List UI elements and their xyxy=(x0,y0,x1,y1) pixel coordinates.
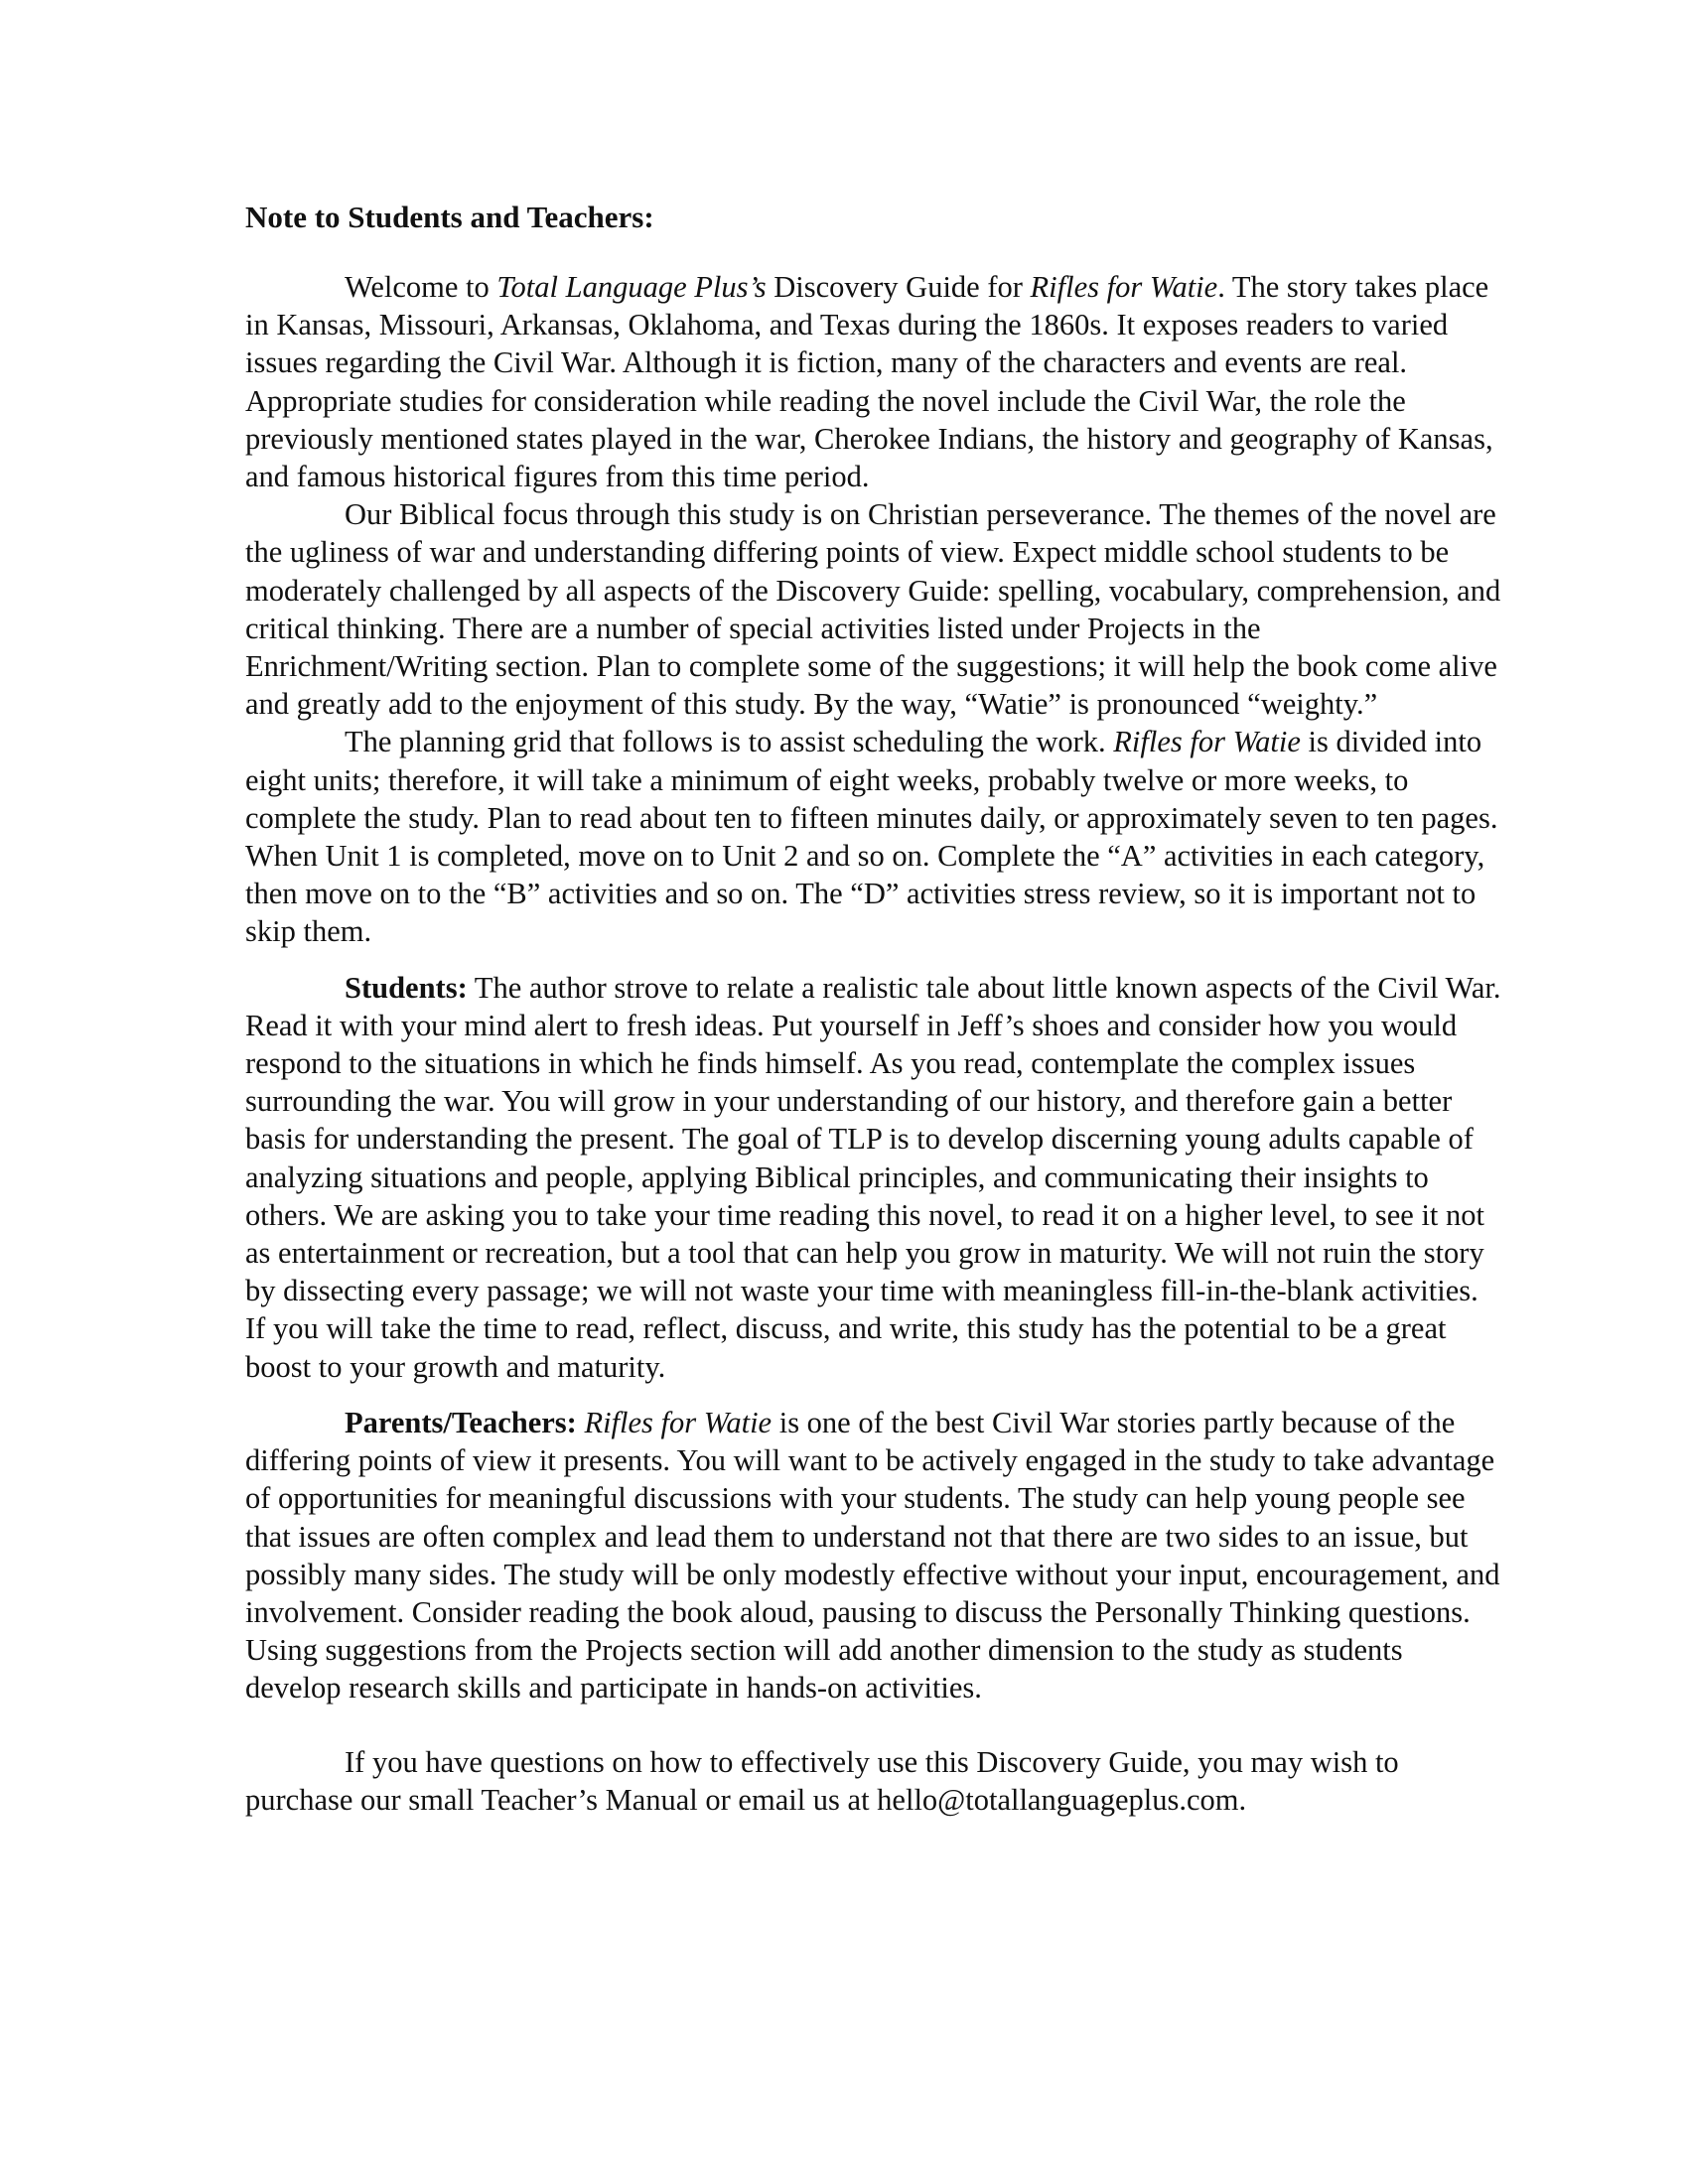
parents-teachers-text: is one of the best Civil War stories partly because of the differing points of view it presents. You will want to be actively engaged in the study to take advantage of opportunities for meaningful discussions with your students. The study can help young people see that issues are often complex and lead them to understand not that there are two sides to an issue, but possibly many sides. The study will be only modestly effective without your input, encouragement, and involvement. Consider reading the book aloud, pausing to discuss the Personally Thinking questions. Using suggestions from the Projects section will add another dimension to the study as students develop research skills and participate in hands-on activities. xyxy=(245,1405,1500,1706)
intro-paragraph xyxy=(245,268,1501,495)
parents-teachers-label: Parents/Teachers: xyxy=(345,1405,577,1439)
publisher-name: Total Language Plus’s xyxy=(496,270,767,304)
students-paragraph xyxy=(245,969,1501,1386)
document-body xyxy=(245,199,1501,1819)
intro-text-2: Discovery Guide for xyxy=(766,270,1031,304)
closing-paragraph: If you have questions on how to effectively use this Discovery Guide, you may wish to purchase our small Teacher’s Manual or email us at hello@totallanguageplus.com. xyxy=(245,1744,1399,1817)
page-heading: Note to Students and Teachers: xyxy=(245,200,654,234)
intro-text-1: Welcome to xyxy=(345,270,497,304)
parents-teachers-paragraph xyxy=(245,1404,1501,1707)
biblical-focus-paragraph: Our Biblical focus through this study is on Christian perseverance. The themes of the novel are the ugliness of war and understanding differing points of view. Expect middle school students to be moderately challenged by all aspects of the Discovery Guide: spelling, vocabulary, comprehension, and critical thinking. There are a number of special activities listed under Projects in the Enrichment/Writing section. Plan to complete some of the suggestions; it will help the book come alive and greatly add to the enjoyment of this study. By the way, “Watie” is pronounced “weighty.” xyxy=(245,497,1501,722)
book-title: Rifles for Watie xyxy=(1113,725,1301,759)
students-text: The author strove to relate a realistic tale about little known aspects of the Civil War. Read it with your mind alert to fresh ideas. Put yourself in Jeff’s shoes and consider how you would respond to the situations in which he finds himself. As you read, contemplate the complex issues surrounding the war. You will grow in your understanding of our history, and therefore gain a better basis for understanding the present. The goal of TLP is to develop discerning young adults capable of analyzing situations and people, applying Biblical principles, and communicating their insights to others. We are asking you to take your time reading this novel, to read it on a higher level, to see it not as entertainment or recreation, but a tool that can help you grow in maturity. We will not ruin the story by dissecting every passage; we will not waste your time with meaningless fill-in-the-blank activities. If you will take the time to read, reflect, discuss, and write, this study has the potential to be a great boost to your growth and maturity. xyxy=(245,970,1501,1384)
planning-text-2: is divided into eight units; therefore, it will take a minimum of eight weeks, probably twelve or more weeks, to complete the study. Plan to read about ten to fifteen minutes daily, or approximately seven to ten pages. When Unit 1 is completed, move on to Unit 2 and so on. Complete the “A” activities in each category, then move on to the “B” activities and so on. The “D” activities stress review, so it is important not to skip them. xyxy=(245,725,1498,949)
book-title: Rifles for Watie xyxy=(584,1405,773,1439)
book-title: Rifles for Watie xyxy=(1030,270,1218,304)
planning-text-1: The planning grid that follows is to assist scheduling the work. xyxy=(345,725,1114,759)
intro-text-3: . The story takes place in Kansas, Missouri, Arkansas, Oklahoma, and Texas during the 1860s. It exposes readers to varied issues regarding the Civil War. Although it is fiction, many of the characters and events are real. Appropriate studies for consideration while reading the novel include the Civil War, the role the previously mentioned states played in the war, Cherokee Indians, the history and geography of Kansas, and famous historical figures from this time period. xyxy=(245,270,1493,494)
planning-paragraph xyxy=(245,723,1501,950)
students-label: Students: xyxy=(345,970,468,1005)
